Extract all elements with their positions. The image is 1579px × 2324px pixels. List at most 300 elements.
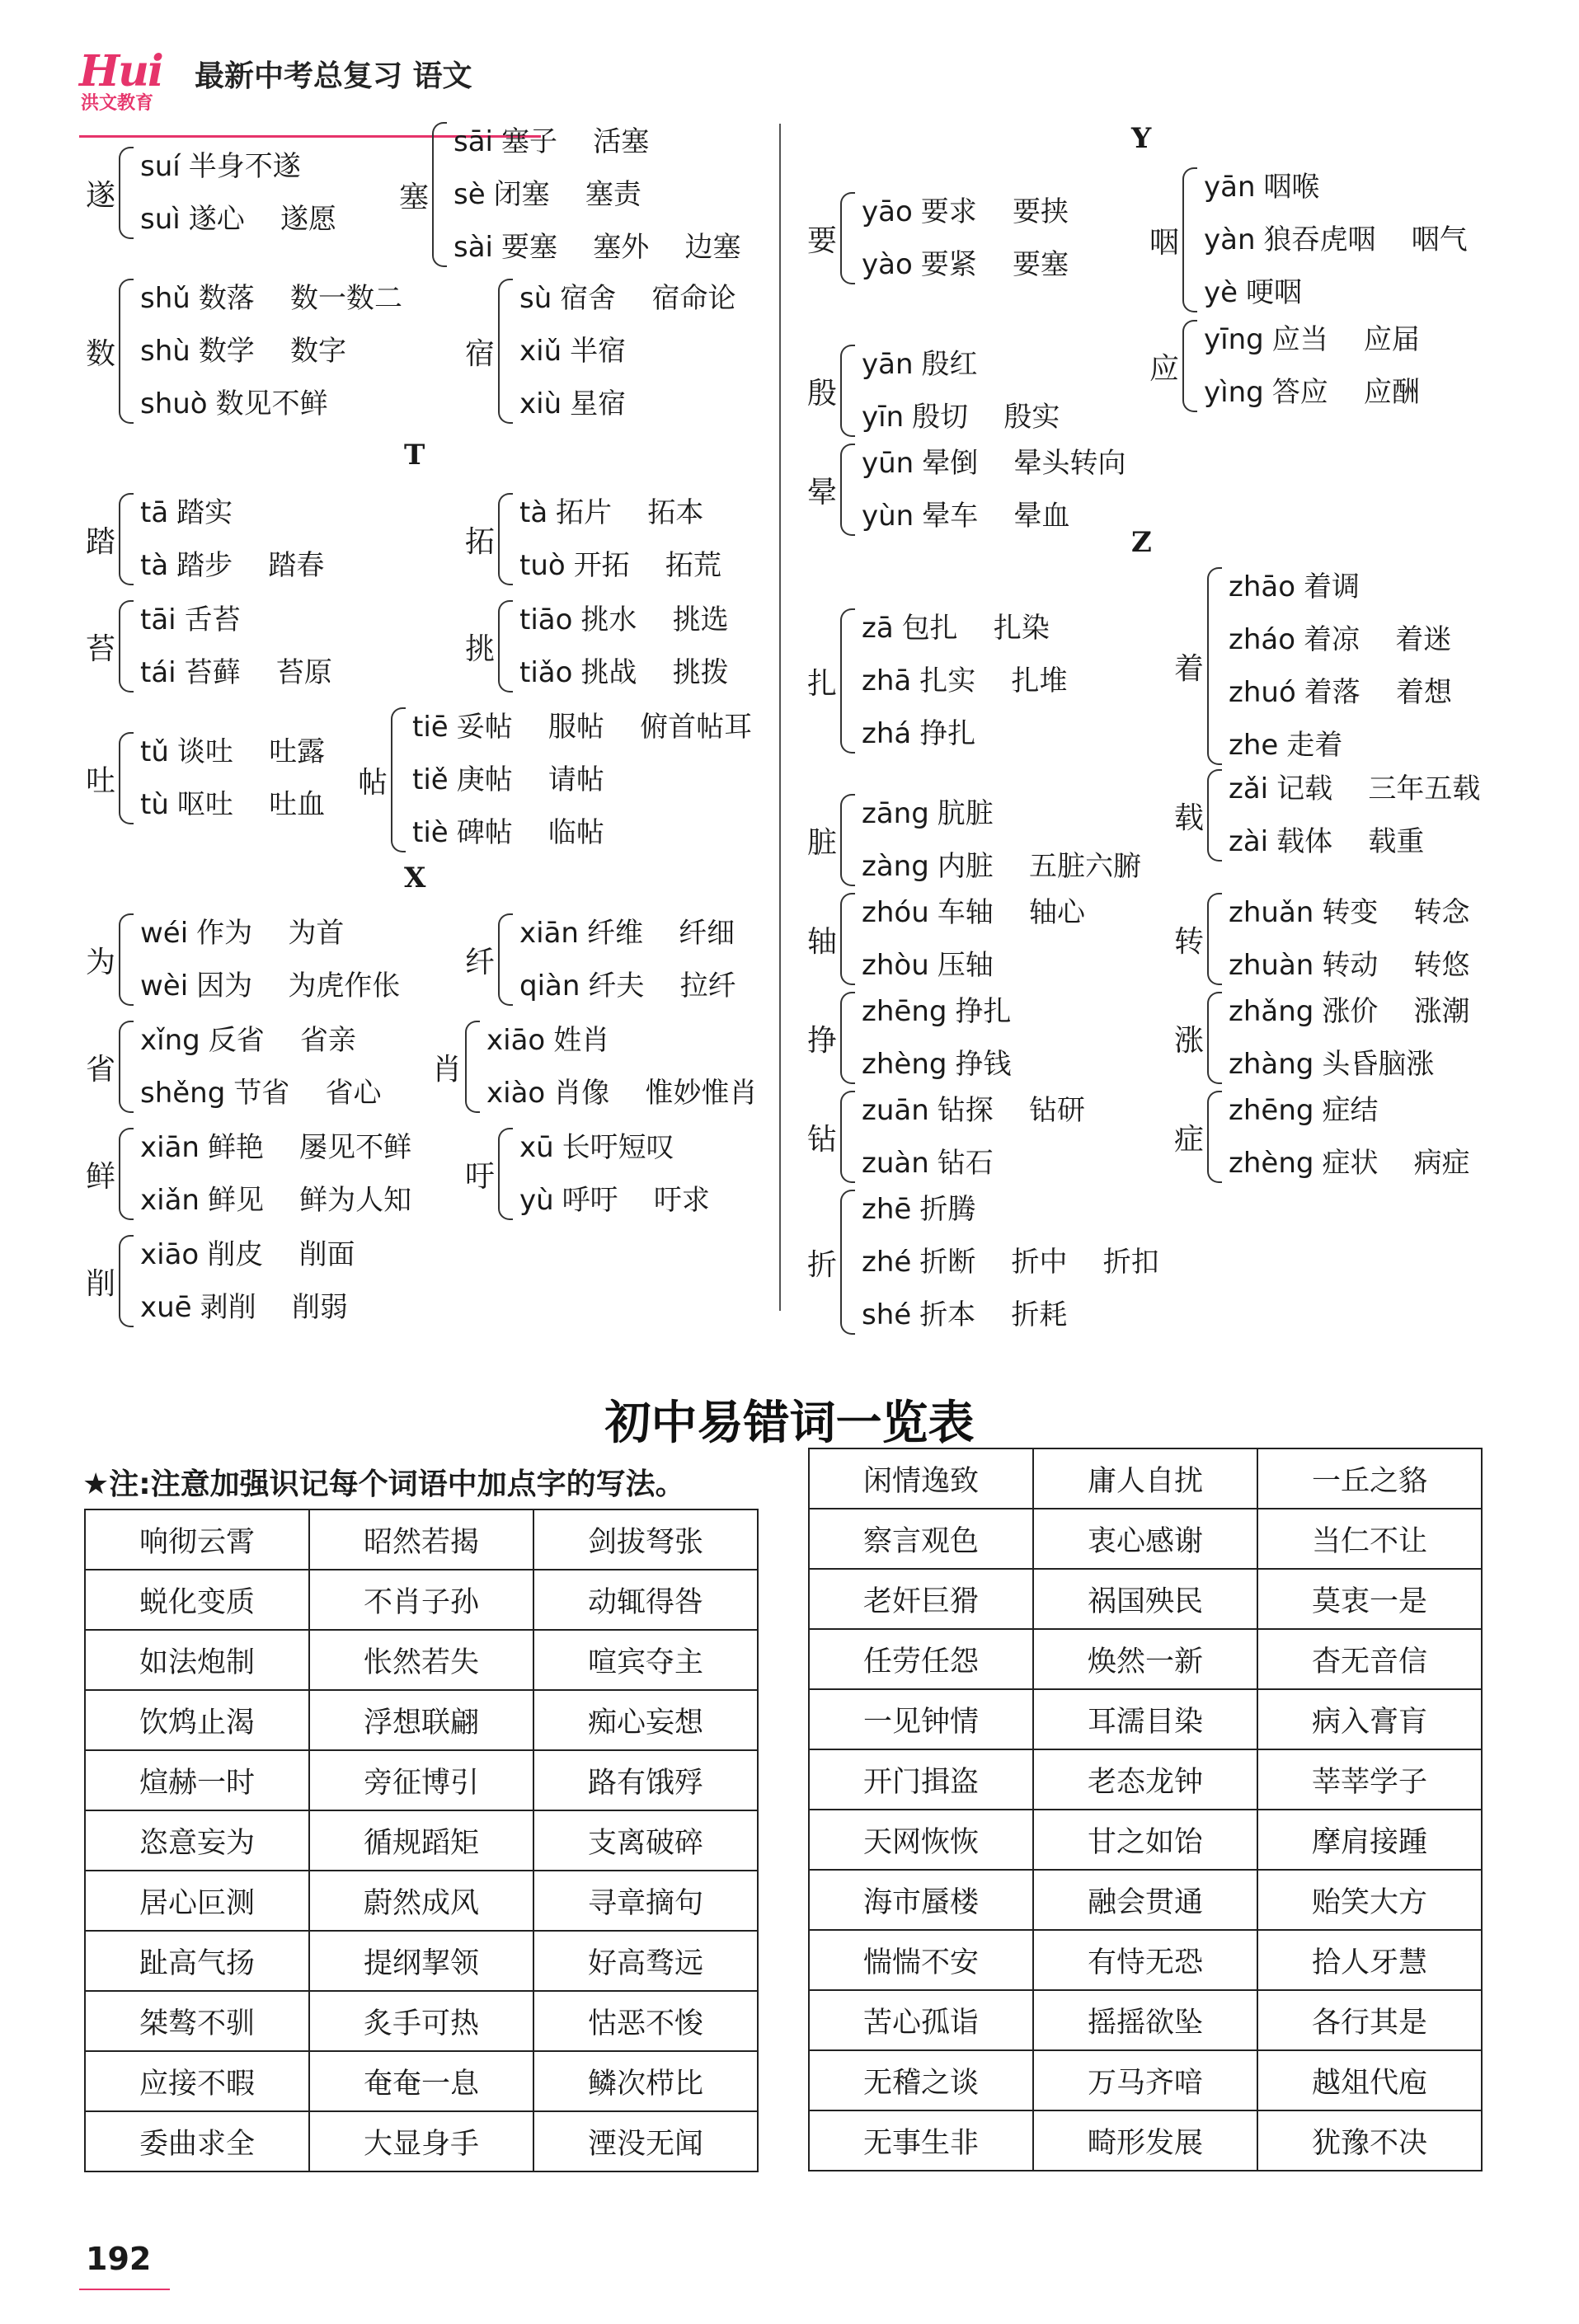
idiom-cell: 融会贯通 [1033,1870,1257,1930]
polyphone-entry [396,115,740,274]
polyphone-character: 晕 [806,475,837,509]
brace-icon [840,345,855,437]
idiom-cell: 当仁不让 [1257,1509,1482,1569]
pinyin: zuān [862,1094,929,1127]
idiom-cell: 万马齐喑 [1033,2050,1257,2110]
example-words: 拓片 拓本 [556,496,704,529]
pinyin: zhé [862,1246,912,1279]
polyphone-character: 拓 [464,524,495,559]
reading-line [140,1228,355,1281]
polyphone-character: 折 [806,1247,837,1282]
example-words: 塞子 活塞 [501,125,650,158]
example-words: 舌苔 [184,603,241,636]
idiom-cell: 旁征博引 [309,1750,533,1810]
idiom-cell: 开门揖盗 [809,1749,1033,1810]
table-row [85,2051,758,2111]
reading-line [453,168,740,221]
example-words: 转变 转念 [1322,896,1470,929]
section-letter-t: T [404,439,425,472]
polyphone-character: 为 [85,945,115,979]
idiom-cell: 炙手可热 [309,1991,533,2051]
example-words: 挣钱 [955,1048,1012,1081]
polyphone-character: 踏 [85,524,115,559]
idiom-cell: 畸形发展 [1033,2110,1257,2171]
polyphone-character: 挣 [806,1023,837,1058]
reading-line [140,1174,411,1227]
idiom-cell: 焕然一新 [1033,1629,1257,1689]
polyphone-entry [804,985,1011,1091]
pinyin: xiān [140,1131,200,1164]
pinyin: zhòu [862,949,929,982]
table-row [809,1448,1482,1509]
reading-line [862,338,1060,391]
pinyin: tāi [140,603,176,636]
example-words: 钻石 [937,1147,994,1180]
brand-logo: Hui [79,46,162,96]
brand-name: 洪文教育 [81,93,154,114]
polyphone-character: 肖 [431,1052,462,1087]
idiom-cell: 有恃无恐 [1033,1930,1257,1990]
pinyin: shé [862,1298,912,1331]
example-words: 内脏 五脏六腑 [937,850,1142,883]
idiom-cell: 响彻云霄 [85,1509,309,1570]
example-words: 着调 [1304,570,1360,603]
polyphone-entry [82,907,400,1012]
table-row [85,1570,758,1630]
reading-line [486,1067,757,1120]
reading-line [519,378,736,430]
example-words: 鲜艳 屡见不鲜 [207,1131,412,1164]
pinyin: tiǎo [519,656,573,689]
polyphone-character: 省 [85,1052,115,1087]
polyphone-character: 咽 [1149,225,1179,260]
reading-line [140,594,332,646]
example-words: 肖像 惟妙惟肖 [553,1077,758,1110]
polyphone-entry [82,1121,411,1227]
example-words: 庚帖 请帖 [456,763,604,796]
reading-line [519,325,736,378]
pinyin: xiāo [140,1238,200,1271]
polyphone-character: 鲜 [85,1159,115,1194]
pinyin: zhá [862,717,912,750]
polyphone-entry [1171,886,1470,992]
idiom-cell: 桀骜不驯 [85,1991,309,2051]
idiom-cell: 甘之如饴 [1033,1810,1257,1870]
idiom-cell: 衷心感谢 [1033,1509,1257,1569]
section-letter-y: Y [1131,122,1152,155]
polyphone-entry [1171,763,1480,868]
brace-icon [1182,167,1197,312]
example-words: 殷切 殷实 [912,401,1060,434]
reading-line [140,1121,411,1174]
table-row [809,1930,1482,1990]
example-words: 数落 数一数二 [198,282,403,315]
pinyin: tuò [519,549,566,582]
section-letter-x: X [404,862,426,894]
example-words: 症状 病症 [1322,1147,1470,1180]
idiom-cell: 奄奄一息 [309,2051,533,2111]
reading-line [519,594,729,646]
pinyin: zhe [1229,729,1279,762]
pinyin: yān [862,348,914,381]
idiom-cell: 蔚然成风 [309,1871,533,1931]
idiom-cell: 一见钟情 [809,1689,1033,1749]
table-row [809,1689,1482,1749]
pinyin: xiǔ [519,335,562,368]
example-words: 鲜见 鲜为人知 [207,1184,412,1217]
example-words: 折腾 [919,1193,976,1226]
idiom-cell: 鳞次栉比 [533,2051,758,2111]
brace-icon [840,794,855,886]
example-words: 姓肖 [553,1024,610,1057]
polyphone-character: 挑 [464,631,495,666]
pinyin: yīng [1204,323,1264,356]
pinyin: zhuàn [1229,949,1314,982]
pinyin: sāi [453,125,493,158]
pinyin: sù [519,282,552,315]
polyphone-entry [1146,313,1420,419]
reading-line [519,1174,710,1227]
polyphone-entry [804,1084,1085,1190]
table-row [85,1630,758,1690]
reading-line [1204,214,1468,266]
table-row [809,1509,1482,1569]
example-words: 踏步 踏春 [176,549,325,582]
example-words: 碑帖 临帖 [456,816,604,849]
pinyin: tiě [412,763,449,796]
idiom-cell: 寻章摘句 [533,1871,758,1931]
polyphone-entry [804,338,1060,444]
idiom-cell: 支离破碎 [533,1810,758,1871]
polyphone-entry [462,272,736,430]
example-words: 谈吐 吐露 [176,735,326,768]
brace-icon [119,1128,134,1220]
idiom-cell: 痴心妄想 [533,1690,758,1750]
table-row [809,1569,1482,1629]
example-words: 开拓 拓荒 [573,549,721,582]
brace-icon [1207,567,1222,765]
example-words: 遂心 遂愿 [188,203,336,236]
polyphone-entry [82,1228,355,1334]
polyphone-entry [804,437,1126,542]
table-row [85,1509,758,1570]
example-words: 妥帖 服帖 俯首帖耳 [456,711,753,744]
table-row [85,1931,758,1991]
reading-line [140,960,400,1012]
pinyin: zhuǎn [1229,896,1314,929]
polyphone-entry [82,272,402,430]
reading-line [412,806,752,859]
idiom-cell: 耳濡目染 [1033,1689,1257,1749]
idiom-cell: 苦心孤诣 [809,1990,1033,2050]
reading-line [862,1084,1085,1137]
example-words: 答应 应酬 [1271,376,1420,409]
reading-line [519,486,721,539]
reading-line [519,1121,710,1174]
pinyin: qiàn [519,970,580,1002]
pinyin: suì [140,203,181,236]
table-row [809,1749,1482,1810]
example-words: 长吁短叹 [562,1131,674,1164]
idiom-cell: 湮没无闻 [533,2111,758,2171]
pinyin: sài [453,231,493,264]
polyphone-character: 轴 [806,924,837,959]
pinyin: tiè [412,816,449,849]
reading-line [140,778,325,831]
polyphone-character: 纤 [464,945,495,979]
reading-line [412,754,752,806]
pinyin: zāng [862,797,929,830]
reading-line [140,907,400,960]
pinyin: xiāo [486,1024,546,1057]
example-words: 半宿 [570,335,627,368]
polyphone-entry [804,185,1069,291]
reading-line [1229,1137,1470,1190]
example-words: 走着 [1286,729,1343,762]
example-words: 星宿 [570,387,627,420]
idiom-cell: 老奸巨猾 [809,1569,1033,1629]
polyphone-entry [462,1121,710,1227]
polyphone-entry [462,907,736,1012]
example-words: 着凉 着迷 [1304,623,1452,656]
pinyin: suí [140,150,181,183]
example-words: 反省 省亲 [208,1024,356,1057]
pinyin: xiān [519,917,579,950]
brace-icon [119,279,134,424]
polyphone-character: 苔 [85,631,115,666]
reading-line [1204,366,1420,419]
pinyin: zǎi [1229,772,1269,805]
idiom-cell: 天网恢恢 [809,1810,1033,1870]
pinyin: yàn [1204,223,1256,256]
brace-icon [1207,992,1222,1084]
polyphone-entry [804,1183,1159,1341]
reading-line [519,960,736,1012]
polyphone-entry [355,701,752,859]
example-words: 狼吞虎咽 咽气 [1263,223,1468,256]
pinyin: shǔ [140,282,190,315]
polyphone-entry [82,594,332,699]
polyphone-entry [82,486,324,592]
example-words: 扎实 扎堆 [919,664,1068,697]
reading-line [862,602,1067,655]
polyphone-character: 扎 [806,666,837,701]
polyphone-entry [1171,561,1452,772]
idiom-cell: 庸人自扰 [1033,1448,1257,1509]
example-words: 车轴 轴心 [937,896,1085,929]
example-words: 记载 三年五载 [1276,772,1481,805]
brace-icon [840,893,855,985]
pinyin: tiāo [519,603,573,636]
example-words: 挑水 挑选 [580,603,729,636]
polyphone-character: 塞 [398,180,429,214]
reading-line [140,1281,355,1334]
reading-line [140,378,402,430]
reading-line [519,907,736,960]
pinyin: yào [862,248,913,281]
reading-line [862,985,1011,1038]
brace-icon [840,1091,855,1183]
pinyin: sè [453,178,486,211]
reading-line [862,840,1141,893]
pinyin: zhā [862,664,912,697]
column-divider [779,124,781,1311]
polyphone-entry [804,602,1067,760]
example-words: 剥削 削弱 [200,1291,348,1324]
polyphone-character: 应 [1149,351,1179,386]
brace-icon [840,1190,855,1335]
pinyin: yùn [862,500,914,533]
brace-icon [119,1235,134,1327]
reading-line [519,646,729,699]
pinyin: zháo [1229,623,1296,656]
pinyin: zhāo [1229,570,1296,603]
example-words: 数见不鲜 [215,387,328,420]
reading-line [862,787,1141,840]
example-words: 挑战 挑拨 [580,656,729,689]
pinyin: xū [519,1131,554,1164]
brace-icon [498,1128,513,1220]
example-words: 折本 折耗 [919,1298,1068,1331]
brace-icon [498,493,513,585]
example-words: 要紧 要塞 [920,248,1069,281]
polyphone-character: 殷 [806,376,837,411]
pinyin: xiù [519,387,562,420]
reading-line [862,707,1067,760]
table-row [809,1810,1482,1870]
example-words: 咽喉 [1263,171,1320,204]
idiom-cell: 莫衷一是 [1257,1569,1482,1629]
pinyin: zhē [862,1193,912,1226]
pinyin: xiǎn [140,1184,200,1217]
brace-icon [119,147,134,239]
reading-line [862,939,1085,992]
reading-line [1229,886,1470,939]
reading-line [862,490,1126,542]
reading-line [1229,985,1470,1038]
polyphone-character: 削 [85,1266,115,1301]
pinyin: tā [140,496,169,529]
example-words: 涨价 涨潮 [1322,995,1470,1028]
reading-line [140,646,332,699]
pinyin: zhèng [862,1048,947,1081]
idiom-cell: 大显身手 [309,2111,533,2171]
idiom-cell: 祸国殃民 [1033,1569,1257,1629]
polyphone-character: 转 [1173,924,1204,959]
brace-icon [840,192,855,284]
pinyin: tù [140,788,169,821]
error-words-table-right [808,1448,1483,2171]
polyphone-entry [1171,1084,1470,1190]
example-words: 半身不遂 [188,150,301,183]
idiom-cell: 病入膏肓 [1257,1689,1482,1749]
reading-line [1229,763,1480,815]
example-words: 挣扎 [955,995,1012,1028]
polyphone-character: 症 [1173,1122,1204,1157]
brace-icon [498,600,513,693]
polyphone-character: 吁 [464,1159,495,1194]
idiom-cell: 犹豫不决 [1257,2110,1482,2171]
polyphone-entry [429,1014,757,1120]
brace-icon [119,600,134,693]
polyphone-entry [82,1014,382,1120]
section-letter-z: Z [1131,526,1152,559]
idiom-cell: 提纲挈领 [309,1931,533,1991]
pinyin: yīn [862,401,905,434]
reading-line [140,193,336,246]
example-words: 殷红 [921,348,978,381]
example-words: 呕吐 吐血 [176,788,326,821]
brace-icon [840,444,855,536]
idiom-cell: 老态龙钟 [1033,1749,1257,1810]
example-words: 应当 应届 [1271,323,1420,356]
example-words: 折断 折中 折扣 [919,1246,1159,1279]
reading-line [862,1137,1085,1190]
reading-line [412,701,752,754]
table-row [85,1750,758,1810]
example-words: 哽咽 [1246,276,1303,309]
brace-icon [119,1021,134,1113]
reading-line [862,1038,1011,1091]
table-row [809,2110,1482,2171]
reading-line [862,437,1126,490]
polyphone-entry [1146,161,1468,319]
brace-icon [432,122,447,267]
reading-line [519,539,721,592]
example-words: 钻探 钻研 [937,1094,1086,1127]
example-words: 纤维 纤细 [586,917,735,950]
idiom-cell: 趾高气扬 [85,1931,309,1991]
polyphone-character: 载 [1173,800,1204,835]
pinyin: zhèng [1229,1147,1314,1180]
pinyin: xiào [486,1077,546,1110]
idiom-cell: 委曲求全 [85,2111,309,2171]
example-words: 纤夫 拉纤 [588,970,736,1002]
reading-line [1229,939,1470,992]
idiom-cell: 海市蜃楼 [809,1870,1033,1930]
idiom-cell: 各行其是 [1257,1990,1482,2050]
brace-icon [498,913,513,1006]
pinyin: tái [140,656,176,689]
example-words: 宿舍 宿命论 [560,282,736,315]
pinyin: yān [1204,171,1256,204]
idiom-cell: 怙恶不悛 [533,1991,758,2051]
idiom-cell: 浮想联翩 [309,1690,533,1750]
page-number: 192 [86,2241,152,2277]
pinyin: zhēng [862,995,947,1028]
polyphone-entry [1171,985,1470,1091]
reading-line [1229,561,1452,613]
reading-line [1229,1084,1470,1137]
idiom-cell: 一丘之貉 [1257,1448,1482,1509]
reading-line [1204,313,1420,366]
pinyin: zuàn [862,1147,929,1180]
pinyin: zā [862,612,894,645]
idiom-cell: 应接不暇 [85,2051,309,2111]
idiom-cell: 摇摇欲坠 [1033,1990,1257,2050]
example-words: 踏实 [176,496,233,529]
reading-line [140,325,402,378]
idiom-cell: 如法炮制 [85,1630,309,1690]
idiom-cell: 任劳任怨 [809,1629,1033,1689]
reading-line [453,115,740,168]
table-row [809,1990,1482,2050]
example-words: 肮脏 [937,797,994,830]
table-title: 初中易错词一览表 [604,1397,975,1450]
brace-icon [391,707,406,852]
idiom-cell: 越俎代庖 [1257,2050,1482,2110]
example-words: 削皮 削面 [207,1238,355,1271]
